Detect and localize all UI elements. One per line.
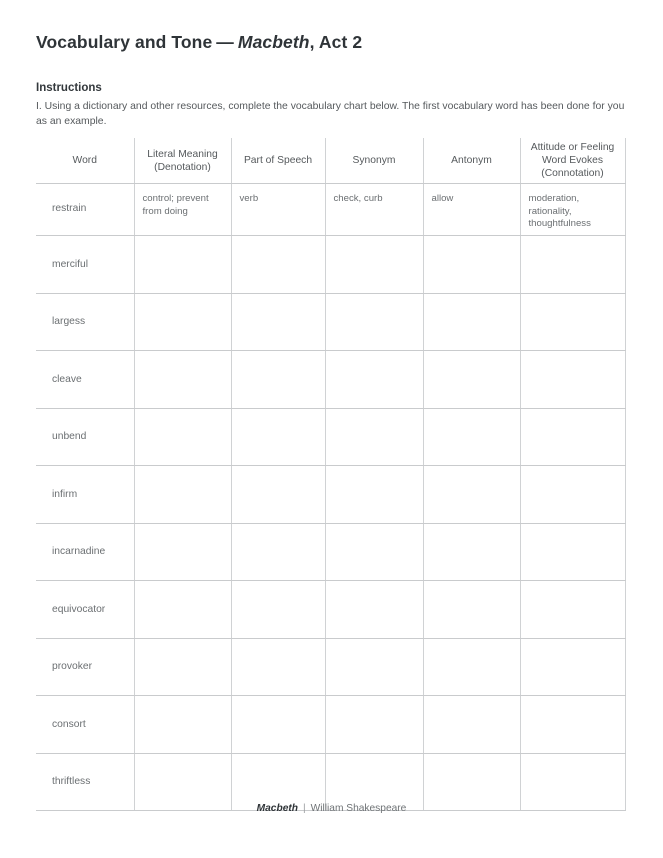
cell-part-of-speech[interactable] [231,523,325,581]
instructions-heading: Instructions [36,82,102,94]
cell-part-of-speech[interactable] [231,351,325,409]
cell-part-of-speech[interactable]: verb [231,184,325,236]
column-header-part-of-speech [231,138,325,184]
cell-synonym[interactable] [325,523,423,581]
cell-connotation[interactable]: moderation, rationality, thoughtfulness [520,184,625,236]
table-row [36,581,625,639]
cell-literal-meaning[interactable] [134,638,231,696]
cell-connotation[interactable] [520,293,625,351]
table-row [36,236,625,294]
cell-antonym[interactable] [423,523,520,581]
cell-connotation[interactable] [520,523,625,581]
column-header-connotation-line-3: (Connotation) [541,168,604,179]
cell-synonym[interactable] [325,638,423,696]
cell-word: largess [36,293,134,351]
table-row [36,696,625,754]
column-header-antonym-line-1: Antonym [451,155,492,166]
cell-antonym[interactable] [423,293,520,351]
table-body [36,184,625,811]
page-footer [0,803,663,814]
cell-synonym[interactable] [325,466,423,524]
cell-antonym[interactable] [423,236,520,294]
cell-synonym[interactable] [325,236,423,294]
column-header-word [36,138,134,184]
cell-synonym[interactable]: check, curb [325,184,423,236]
cell-connotation[interactable] [520,638,625,696]
page-title-suffix: , Act 2 [309,32,363,52]
cell-connotation[interactable] [520,753,625,811]
cell-literal-meaning[interactable] [134,293,231,351]
cell-connotation[interactable] [520,466,625,524]
cell-antonym[interactable] [423,408,520,466]
cell-part-of-speech[interactable] [231,408,325,466]
cell-word: incarnadine [36,523,134,581]
cell-connotation[interactable] [520,236,625,294]
cell-part-of-speech[interactable] [231,753,325,811]
table-row [36,638,625,696]
cell-antonym[interactable] [423,581,520,639]
footer-work-title: Macbeth [256,803,298,814]
cell-literal-meaning[interactable] [134,236,231,294]
table-row [36,408,625,466]
column-header-literal-meaning [134,138,231,184]
cell-word: cleave [36,351,134,409]
column-header-literal-meaning-line-2: (Denotation) [154,161,211,173]
cell-synonym[interactable] [325,408,423,466]
column-header-synonym-line-1: Synonym [352,155,396,166]
cell-literal-meaning[interactable] [134,581,231,639]
cell-literal-meaning[interactable] [134,696,231,754]
cell-word: unbend [36,408,134,466]
table-row [36,351,625,409]
cell-literal-meaning[interactable] [134,753,231,811]
cell-word: provoker [36,638,134,696]
cell-literal-meaning[interactable]: control; prevent from doing [134,184,231,236]
cell-antonym[interactable] [423,696,520,754]
cell-word: thriftless [36,753,134,811]
column-header-connotation-line-2: Word Evokes [541,155,604,166]
cell-word: infirm [36,466,134,524]
cell-connotation[interactable] [520,351,625,409]
cell-part-of-speech[interactable] [231,638,325,696]
cell-synonym[interactable] [325,293,423,351]
instructions-text: I. Using a dictionary and other resources, complete the vocabulary chart below. The first vocabulary word has been done for you as an example. [36,101,625,127]
cell-synonym[interactable] [325,696,423,754]
table-row [36,523,625,581]
table-row [36,293,625,351]
footer-separator: | [302,803,306,814]
column-header-word-line-1: Word [72,155,97,166]
cell-synonym[interactable] [325,581,423,639]
page-title-work: Macbeth [237,32,310,52]
cell-antonym[interactable]: allow [423,184,520,236]
column-header-connotation [520,138,625,184]
table-row [36,466,625,524]
page-title-dash: — [216,32,234,52]
page-title [36,32,362,53]
cell-antonym[interactable] [423,466,520,524]
cell-word: merciful [36,236,134,294]
column-header-connotation-line-1: Attitude or Feeling [530,142,615,153]
cell-literal-meaning[interactable] [134,351,231,409]
cell-antonym[interactable] [423,753,520,811]
cell-word: consort [36,696,134,754]
cell-word: equivocator [36,581,134,639]
cell-part-of-speech[interactable] [231,293,325,351]
cell-literal-meaning[interactable] [134,466,231,524]
column-header-literal-meaning-line-1: Literal Meaning [147,148,218,160]
cell-connotation[interactable] [520,581,625,639]
cell-part-of-speech[interactable] [231,696,325,754]
column-header-part-of-speech-line-1: Part of Speech [243,155,313,166]
cell-part-of-speech[interactable] [231,581,325,639]
cell-antonym[interactable] [423,638,520,696]
cell-word: restrain [36,184,134,236]
cell-synonym[interactable] [325,753,423,811]
cell-part-of-speech[interactable] [231,466,325,524]
cell-part-of-speech[interactable] [231,236,325,294]
cell-antonym[interactable] [423,351,520,409]
cell-literal-meaning[interactable] [134,523,231,581]
table-row [36,184,625,236]
page-title-main: Vocabulary and Tone [36,32,213,52]
table-header [36,138,625,184]
cell-literal-meaning[interactable] [134,408,231,466]
footer-author: William Shakespeare [310,803,407,814]
cell-connotation[interactable] [520,408,625,466]
cell-synonym[interactable] [325,351,423,409]
cell-connotation[interactable] [520,696,625,754]
table-header-row [36,138,625,184]
column-header-synonym [325,138,423,184]
column-header-antonym [423,138,520,184]
vocabulary-table [36,138,626,811]
table-row [36,753,625,811]
